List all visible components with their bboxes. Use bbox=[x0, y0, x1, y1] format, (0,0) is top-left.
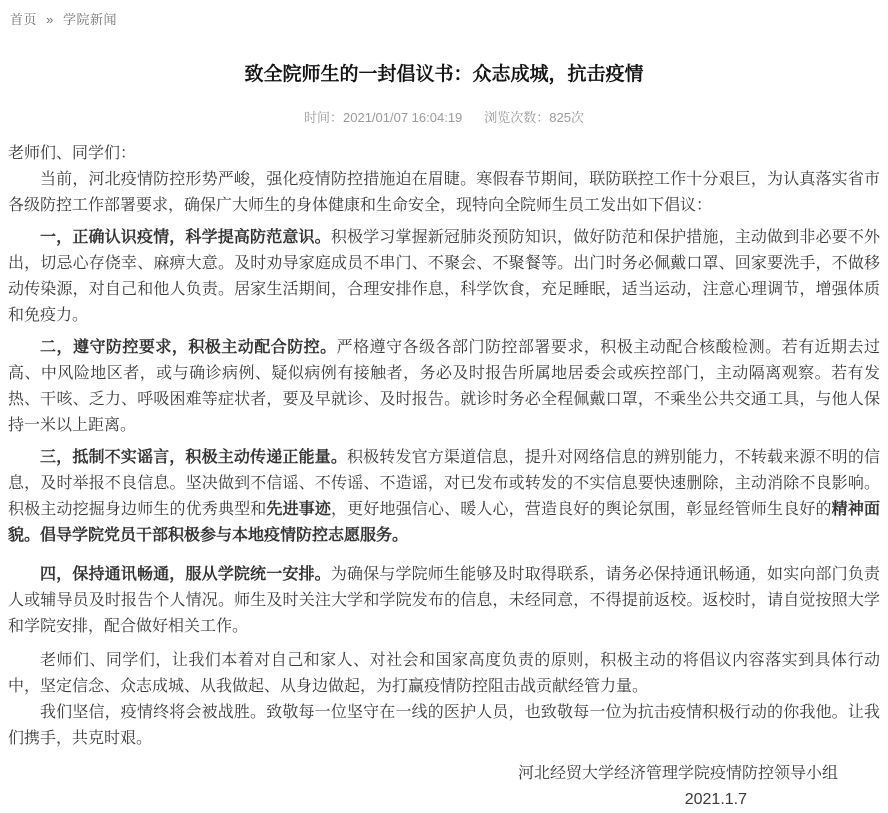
section-4-body: 为确保与学院师生能够及时取得联系，请务必保持通讯畅通，如实向部门负责人或辅导员及时报告个人情况。师生及时关注大学和学院发布的信息，未经同意，不得提前返校。返校时，请自觉按照大学和学院安排，配合做好相关工作。 bbox=[8, 566, 880, 635]
meta-time-label: 时间： bbox=[303, 110, 343, 125]
article-body bbox=[0, 141, 888, 813]
closing-paragraph-1: 老师们、同学们，让我们本着对自己和家人、对社会和国家高度负责的原则，积极主动的将倡议内容落实到具体行动中，坚定信念、众志成城、从我做起、从身边做起，为打赢疫情防控阻击战贡献经管力量。 bbox=[8, 652, 880, 695]
section-4-heading: 四，保持通讯畅通，服从学院统一安排。 bbox=[40, 566, 331, 583]
meta-time-value: 2021/01/07 16:04:19 bbox=[343, 110, 463, 125]
greeting-line: 老师们、同学们： bbox=[8, 145, 137, 162]
section-2-heading: 二，遵守防控要求，积极主动配合防控。 bbox=[40, 339, 337, 356]
intro-paragraph: 当前，河北疫情防控形势严峻，强化疫情防控措施迫在眉睫。寒假春节期间，联防联控工作十分艰巨，为认真落实省市各级防控工作部署要求，确保广大师生的身体健康和生命安全，现特向全院师生员工发出如下倡议： bbox=[8, 171, 880, 214]
page-title: 致全院师生的一封倡议书：众志成城，抗击疫情 bbox=[244, 64, 644, 85]
breadcrumb-home-link[interactable]: 首页 bbox=[10, 12, 38, 27]
breadcrumb bbox=[0, 0, 888, 28]
section-4-paragraph bbox=[8, 562, 880, 640]
meta-views bbox=[484, 110, 584, 125]
meta-time bbox=[304, 110, 462, 125]
section-3-paragraph bbox=[8, 445, 880, 549]
article-meta bbox=[0, 107, 888, 126]
breadcrumb-section-link[interactable]: 学院新闻 bbox=[63, 12, 118, 27]
breadcrumb-separator: » bbox=[46, 12, 54, 27]
closing-paragraph-2: 我们坚信，疫情终将会被战胜。致敬每一位坚守在一线的医护人员，也致敬每一位为抗击疫情积极行动的你我他。让我们携手，共克时艰。 bbox=[8, 704, 880, 747]
meta-views-value: 825次 bbox=[549, 110, 584, 125]
section-1-body: 积极学习掌握新冠肺炎预防知识，做好防范和保护措施，主动做到非必要不外出，切忌心存侥幸、麻痹大意。及时劝导家庭成员不串门、不聚会、不聚餐等。出门时务必佩戴口罩、回家要洗手，不做移动传染源，对自己和他人负责。居家生活期间，合理安排作息，科学饮食，充足睡眠，适当运动，注意心理调节，增强体质和免疫力。 bbox=[8, 229, 880, 324]
signature-block bbox=[8, 761, 880, 813]
section-1-paragraph bbox=[8, 225, 880, 329]
section-2-paragraph bbox=[8, 335, 880, 439]
section-2-body: 严格遵守各级各部门防控部署要求，积极主动配合核酸检测。若有近期去过高、中风险地区者，或与确诊病例、疑似病例有接触者，务必及时报告所属地居委会或疾控部门，主动隔离观察。若有发热、干咳、乏力、呼吸困难等症状者，要及早就诊、及时报告。就诊时务必全程佩戴口罩，不乘坐公共交通工具，与他人保持一米以上距离。 bbox=[8, 339, 880, 434]
section-3-body-1: 积极转发官方渠道信息，提升对网络信息的辨别能力，不转载来源不明的信息，及时举报不良信息。坚决做到不信谣、不传谣、不造谣，对已发布或转发的不实信息要快速删除，主动消除不良影响。积极主动挖掘身边师生的优秀典型和 bbox=[8, 449, 880, 518]
section-1-heading: 一，正确认识疫情，科学提高防范意识。 bbox=[40, 229, 331, 246]
section-3-emphasis-2: 精神面貌。倡导学院党员干部积极参与本地疫情防控志愿服务。 bbox=[8, 501, 880, 544]
signature-organization: 河北经贸大学经济管理学院疫情防控领导小组 bbox=[517, 765, 838, 782]
section-3-heading: 三，抵制不实谣言，积极主动传递正能量。 bbox=[40, 449, 347, 466]
section-3-emphasis-1: 先进事迹 bbox=[266, 501, 332, 518]
section-3-body-2: ，更好地强信心、暖人心，营造良好的舆论氛围，彰显经管师生良好的 bbox=[331, 501, 832, 518]
meta-views-label: 浏览次数： bbox=[484, 110, 550, 125]
signature-date: 2021.1.7 bbox=[684, 791, 747, 808]
